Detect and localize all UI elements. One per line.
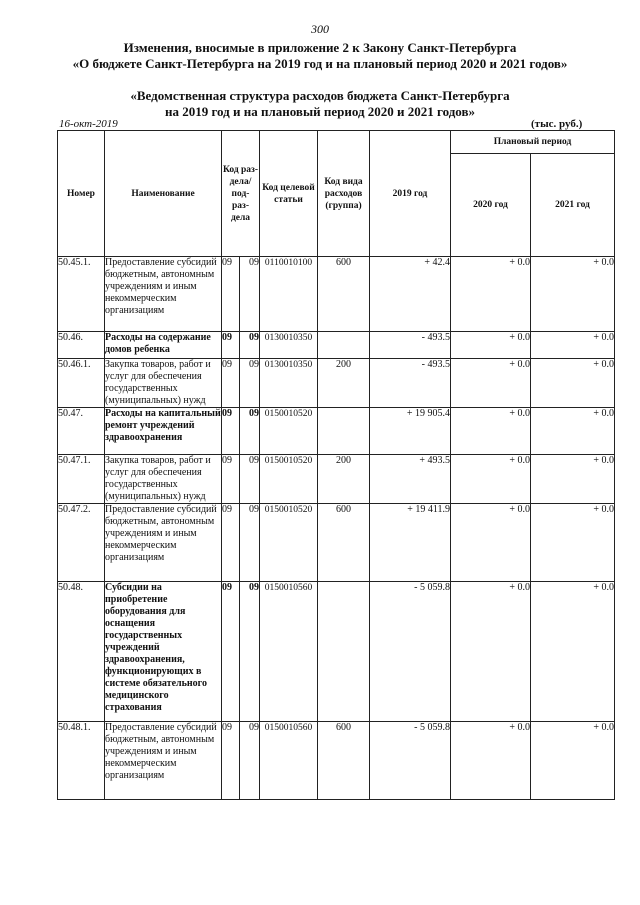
row-amount-2021: + 0.0 xyxy=(531,359,615,408)
row-amount-2020: + 0.0 xyxy=(451,722,531,800)
header-year-2019: 2019 год xyxy=(370,131,451,257)
header-year-2020: 2020 год xyxy=(451,154,531,257)
row-expense-type: 600 xyxy=(318,504,370,582)
row-expense-type xyxy=(318,332,370,359)
row-target-code: 0150010560 xyxy=(260,582,318,722)
row-expense-type: 600 xyxy=(318,722,370,800)
row-amount-2021: + 0.0 xyxy=(531,257,615,332)
row-name: Субсидии на приобретение оборудования для оснащения государственных учреждений здравоохранения, функционирующих в системе обязательного медицинского страхования xyxy=(105,582,222,722)
header-expense-type: Код вида расходов (группа) xyxy=(318,131,370,257)
row-amount-2019: + 42.4 xyxy=(370,257,451,332)
units-label: (тыс. руб.) xyxy=(531,118,583,130)
row-section-code: 09 xyxy=(222,359,240,408)
row-expense-type: 200 xyxy=(318,359,370,408)
row-target-code: 0150010520 xyxy=(260,408,318,455)
row-section-code: 09 xyxy=(222,582,240,722)
document-date: 16-окт-2019 xyxy=(59,118,118,130)
row-name: Закупка товаров, работ и услуг для обеспечения государственных (муниципальных) нужд xyxy=(105,359,222,408)
row-amount-2020: + 0.0 xyxy=(451,455,531,504)
table-body xyxy=(58,257,615,800)
law-title-line-1: Изменения, вносимые в приложение 2 к Закону Санкт-Петербурга xyxy=(123,40,517,55)
row-amount-2021: + 0.0 xyxy=(531,722,615,800)
row-amount-2019: + 493.5 xyxy=(370,455,451,504)
row-amount-2020: + 0.0 xyxy=(451,257,531,332)
row-section-code: 09 xyxy=(222,504,240,582)
document-title xyxy=(0,88,640,120)
row-section-code: 09 xyxy=(222,455,240,504)
table-row xyxy=(58,359,615,408)
row-amount-2019: - 5 059.8 xyxy=(370,722,451,800)
row-name: Закупка товаров, работ и услуг для обеспечения государственных (муниципальных) нужд xyxy=(105,455,222,504)
row-name: Предоставление субсидий бюджетным, автономным учреждениям и иным некоммерческим организациям xyxy=(105,257,222,332)
row-subsection-code: 09 xyxy=(240,257,260,332)
row-expense-type xyxy=(318,582,370,722)
table-row xyxy=(58,257,615,332)
row-subsection-code: 09 xyxy=(240,332,260,359)
budget-table xyxy=(57,130,615,800)
row-amount-2020: + 0.0 xyxy=(451,332,531,359)
header-section-code: Код раз- дела/ под- раз- дела xyxy=(222,131,260,257)
row-target-code: 0150010520 xyxy=(260,504,318,582)
row-amount-2020: + 0.0 xyxy=(451,582,531,722)
row-subsection-code: 09 xyxy=(240,408,260,455)
document-title-line-1: «Ведомственная структура расходов бюджета Санкт-Петербурга xyxy=(130,88,510,103)
row-expense-type: 200 xyxy=(318,455,370,504)
row-subsection-code: 09 xyxy=(240,582,260,722)
table-row xyxy=(58,722,615,800)
row-amount-2019: - 493.5 xyxy=(370,359,451,408)
header-number: Номер xyxy=(58,131,105,257)
row-amount-2021: + 0.0 xyxy=(531,455,615,504)
row-subsection-code: 09 xyxy=(240,359,260,408)
row-number: 50.48.1. xyxy=(58,722,105,800)
table-row xyxy=(58,332,615,359)
row-section-code: 09 xyxy=(222,332,240,359)
header-target-code: Код целевой статьи xyxy=(260,131,318,257)
row-name: Расходы на содержание домов ребенка xyxy=(105,332,222,359)
row-target-code: 0130010350 xyxy=(260,332,318,359)
row-section-code: 09 xyxy=(222,722,240,800)
document-title-line-2: на 2019 год и на плановый период 2020 и 2021 годов» xyxy=(164,104,475,119)
row-section-code: 09 xyxy=(222,257,240,332)
law-title-line-2: «О бюджете Санкт-Петербурга на 2019 год и на плановый период 2020 и 2021 годов» xyxy=(72,56,568,71)
row-subsection-code: 09 xyxy=(240,722,260,800)
row-expense-type: 600 xyxy=(318,257,370,332)
row-number: 50.46.1. xyxy=(58,359,105,408)
header-planned-period: Плановый период xyxy=(451,131,615,154)
row-name: Предоставление субсидий бюджетным, автономным учреждениям и иным некоммерческим организациям xyxy=(105,722,222,800)
table-row xyxy=(58,582,615,722)
row-number: 50.47.1. xyxy=(58,455,105,504)
row-target-code: 0110010100 xyxy=(260,257,318,332)
row-subsection-code: 09 xyxy=(240,504,260,582)
table-row xyxy=(58,455,615,504)
table-row xyxy=(58,408,615,455)
row-target-code: 0150010520 xyxy=(260,455,318,504)
row-amount-2020: + 0.0 xyxy=(451,359,531,408)
row-target-code: 0150010560 xyxy=(260,722,318,800)
row-number: 50.46. xyxy=(58,332,105,359)
row-amount-2019: - 5 059.8 xyxy=(370,582,451,722)
row-amount-2021: + 0.0 xyxy=(531,332,615,359)
header-year-2021: 2021 год xyxy=(531,154,615,257)
row-number: 50.47. xyxy=(58,408,105,455)
row-name: Расходы на капитальный ремонт учреждений здравоохранения xyxy=(105,408,222,455)
page-number: 300 xyxy=(311,22,329,36)
row-number: 50.45.1. xyxy=(58,257,105,332)
row-number: 50.47.2. xyxy=(58,504,105,582)
row-name: Предоставление субсидий бюджетным, автономным учреждениям и иным некоммерческим организациям xyxy=(105,504,222,582)
row-amount-2019: + 19 411.9 xyxy=(370,504,451,582)
row-amount-2019: - 493.5 xyxy=(370,332,451,359)
row-number: 50.48. xyxy=(58,582,105,722)
row-amount-2020: + 0.0 xyxy=(451,504,531,582)
law-title xyxy=(0,40,640,72)
row-amount-2019: + 19 905.4 xyxy=(370,408,451,455)
table-row xyxy=(58,504,615,582)
row-amount-2021: + 0.0 xyxy=(531,408,615,455)
row-amount-2020: + 0.0 xyxy=(451,408,531,455)
row-subsection-code: 09 xyxy=(240,455,260,504)
row-target-code: 0130010350 xyxy=(260,359,318,408)
header-name: Наименование xyxy=(105,131,222,257)
row-section-code: 09 xyxy=(222,408,240,455)
row-expense-type xyxy=(318,408,370,455)
row-amount-2021: + 0.0 xyxy=(531,582,615,722)
row-amount-2021: + 0.0 xyxy=(531,504,615,582)
